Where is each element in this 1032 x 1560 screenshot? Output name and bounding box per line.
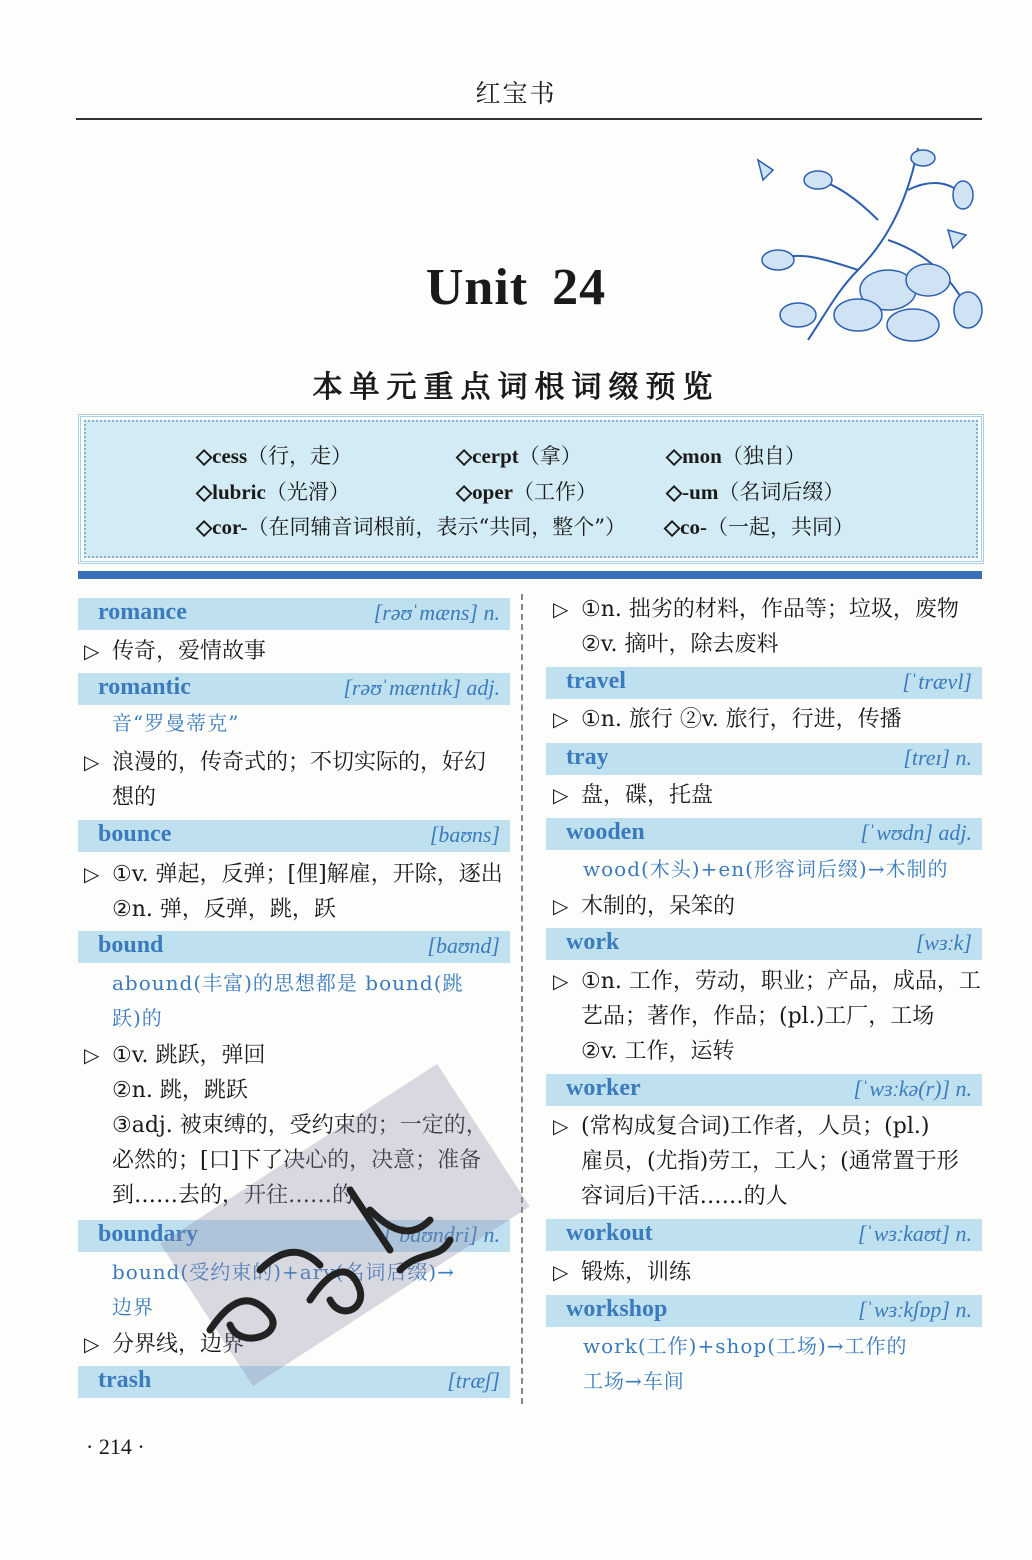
unit-title: [0, 258, 1032, 317]
preview-item: ◇cess（行，走）: [196, 444, 353, 468]
headword-tray: tray [treɪ] n.: [546, 743, 982, 775]
root-preview-box: [84, 420, 978, 558]
headword-trash: trash [træʃ]: [78, 1366, 510, 1398]
headword-boundary: boundary [ˈbaʊndri] n.: [78, 1220, 510, 1252]
preview-item: ◇co-（一起，共同）: [664, 515, 854, 539]
running-head: 红宝书: [475, 79, 557, 108]
etymology: 音“罗曼蒂克”: [112, 711, 240, 735]
headword-workout: workout [ˈwɜːkaʊt] n.: [546, 1219, 982, 1251]
headword-bound: bound [baʊnd]: [78, 931, 510, 963]
flower-illustration: [738, 140, 986, 352]
column-divider: [521, 594, 523, 1404]
etymology: abound(丰富)的思想都是 bound(跳: [112, 971, 464, 995]
headword-travel: travel [ˈtrævl]: [546, 667, 982, 699]
etymology: wood(木头)+en(形容词后缀)→木制的: [583, 857, 949, 881]
headword-romance: romance [rəʊˈmæns] n.: [78, 598, 510, 630]
section-rule: [78, 571, 982, 579]
etymology: bound(受约束的)+ary(名词后缀)→: [112, 1260, 455, 1284]
headword-romantic: romantic [rəʊˈmæntɪk] adj.: [78, 673, 510, 705]
etymology: 跃)的: [112, 1006, 163, 1030]
header-rule: [76, 118, 982, 120]
section-subtitle: 本单元重点词根词缀预览: [312, 370, 720, 405]
unit-number: 24: [552, 259, 607, 316]
page-number: · 214 ·: [86, 1434, 145, 1459]
preview-item: ◇-um（名词后缀）: [666, 480, 845, 504]
headword-bounce: bounce [baʊns]: [78, 820, 510, 852]
headword-worker: worker [ˈwɜːkə(r)] n.: [546, 1074, 982, 1106]
preview-item: ◇oper（工作）: [456, 480, 597, 504]
headword-workshop: workshop [ˈwɜːkʃɒp] n.: [546, 1295, 982, 1327]
etymology: 工场→车间: [583, 1369, 685, 1393]
preview-item: ◇cerpt（拿）: [456, 444, 582, 468]
headword-wooden: wooden [ˈwʊdn] adj.: [546, 818, 982, 850]
preview-item: ◇mon（独自）: [666, 444, 806, 468]
preview-item: ◇cor-（在同辅音词根前，表示“共同，整个”）: [196, 515, 626, 539]
unit-label: Unit: [425, 259, 529, 316]
etymology: work(工作)+shop(工场)→工作的: [583, 1334, 908, 1358]
preview-item: ◇lubric（光滑）: [196, 480, 350, 504]
headword-work: work [wɜːk]: [546, 928, 982, 960]
etymology: 边界: [112, 1295, 154, 1319]
stamp-ink-mark: [200, 1150, 480, 1370]
